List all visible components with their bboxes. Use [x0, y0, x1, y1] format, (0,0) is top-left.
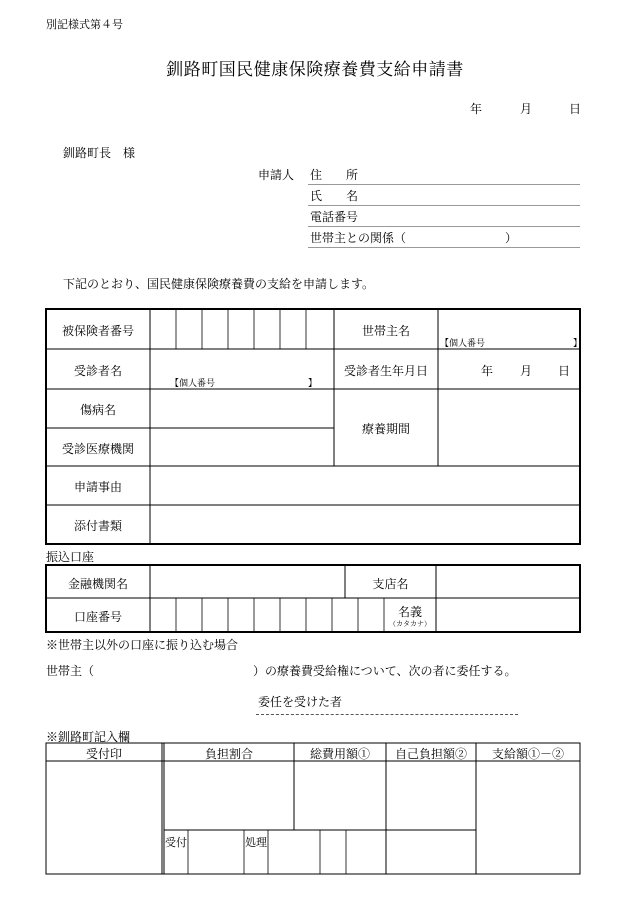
office-section-heading: ※釧路町記入欄 [46, 730, 131, 744]
account-holder-field[interactable] [437, 599, 579, 631]
injury-name-label: 傷病名 [79, 403, 116, 417]
delegation-note: ※世帯主以外の口座に振り込む場合 [46, 638, 239, 652]
injury-name-field[interactable] [151, 390, 333, 427]
account-holder-kana-label: （カタカナ） [389, 620, 431, 628]
householder-personal-number: 【個人番号 [440, 339, 486, 349]
page-title: 釧路町国民健康保険療養費支給申請書 [166, 60, 464, 80]
applicant-relation-close: ） [505, 231, 518, 245]
bank-institution-field[interactable] [151, 566, 344, 597]
form-number: 別記様式第４号 [46, 18, 123, 31]
householder-personal-number-close: 】 [573, 339, 583, 349]
bank-institution-label: 金融機関名 [67, 577, 128, 591]
insured-number-label: 被保険者番号 [61, 324, 134, 338]
total-cost-label: 総費用額① [309, 747, 370, 761]
medical-institution-field[interactable] [151, 429, 333, 465]
patient-birth-label: 受診者生年月日 [343, 364, 428, 378]
patient-personal-number: 【個人番号 [170, 379, 216, 389]
applicant-phone-label: 電話番号 [310, 210, 359, 224]
medical-institution-label: 受診医療機関 [61, 442, 134, 456]
householder-name-label: 世帯主名 [361, 324, 410, 338]
delegate-label: 委任を受けた者 [258, 695, 343, 709]
delegation-householder: 世帯主（ [46, 664, 95, 678]
patient-personal-number-close: 】 [308, 379, 318, 389]
patient-name-field[interactable] [151, 350, 333, 374]
account-number-field[interactable] [151, 599, 383, 631]
processed-label: 処理 [245, 836, 267, 849]
applicant-label: 申請人 [258, 168, 295, 182]
delegation-text: ）の療養費受給権について、次の者に委任する。 [253, 664, 517, 678]
applicant-address-label: 住 所 [310, 168, 359, 182]
burden-ratio-label: 負担割合 [204, 747, 253, 761]
account-number-label: 口座番号 [73, 610, 122, 624]
insured-number-field[interactable] [151, 310, 333, 348]
delegate-signature-line[interactable] [256, 714, 518, 715]
intro-text: 下記のとおり、国民健康保険療養費の支給を申請します。 [63, 277, 375, 291]
treatment-period-label: 療養期間 [361, 422, 410, 436]
householder-name-field[interactable] [439, 310, 579, 334]
birth-year-label: 年 [481, 364, 494, 378]
reason-field[interactable] [151, 467, 579, 504]
date-month-label: 月 [520, 102, 533, 116]
applicant-relation-label: 世帯主との関係（ [310, 231, 407, 245]
bank-section-heading: 振込口座 [46, 550, 95, 564]
treatment-period-field[interactable] [439, 390, 579, 465]
date-year-label: 年 [470, 102, 483, 116]
self-pay-label: 自己負担額② [394, 747, 467, 761]
receipt-stamp-label: 受付印 [85, 747, 122, 761]
account-holder-label: 名義 [397, 605, 422, 619]
birth-day-label: 日 [558, 364, 571, 378]
date-day-label: 日 [569, 102, 582, 116]
patient-name-label: 受診者名 [73, 364, 122, 378]
bank-branch-field[interactable] [437, 566, 579, 597]
payment-label: 支給額①－② [491, 747, 564, 761]
attachments-field[interactable] [151, 506, 579, 543]
addressee: 釧路町長 様 [63, 146, 136, 160]
birth-month-label: 月 [520, 364, 533, 378]
reason-label: 申請事由 [73, 480, 122, 494]
applicant-name-label: 氏 名 [310, 189, 359, 203]
received-label: 受付 [165, 836, 187, 849]
attachments-label: 添付書類 [73, 519, 122, 533]
bank-branch-label: 支店名 [372, 577, 409, 591]
